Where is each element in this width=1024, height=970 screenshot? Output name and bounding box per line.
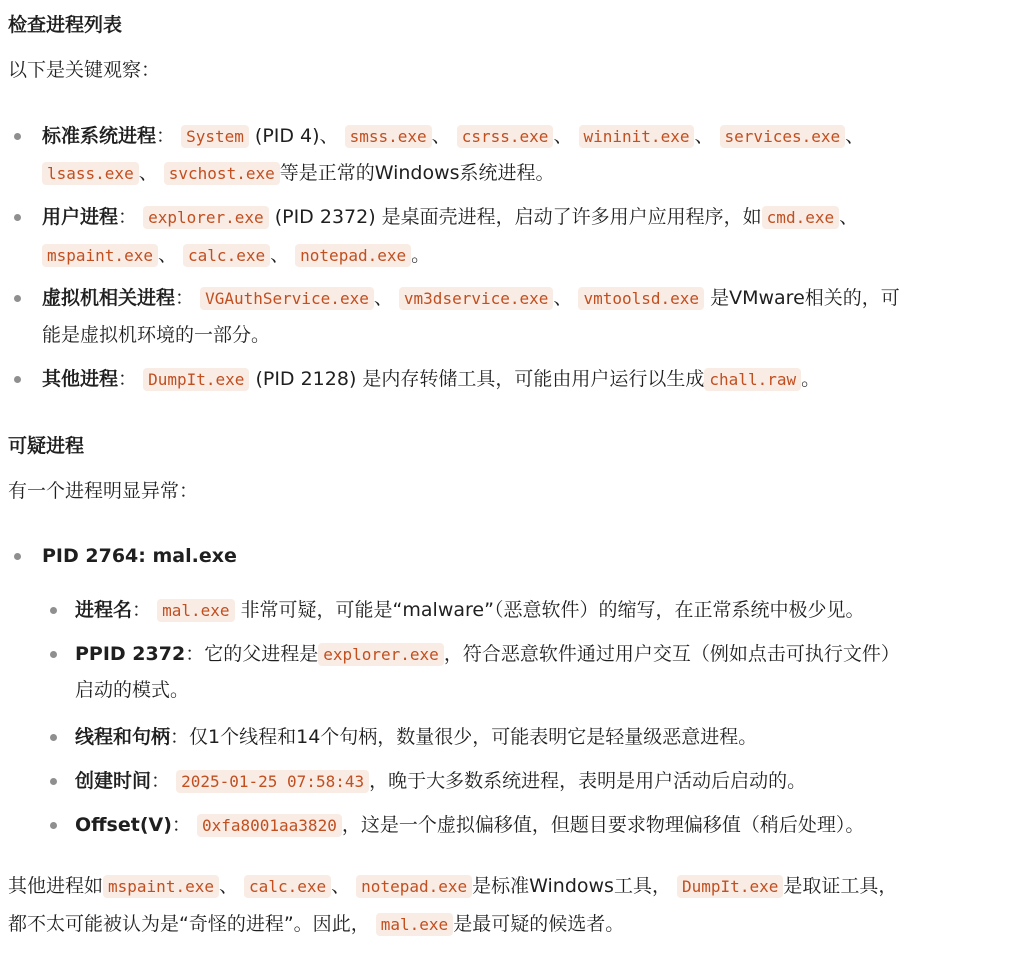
bullet-icon (14, 553, 21, 560)
text: 、 (157, 244, 177, 266)
code-explorer: explorer.exe (318, 643, 444, 666)
item-label: 创建时间 (75, 770, 152, 792)
colon: ： (151, 770, 171, 792)
colon: ： (118, 206, 138, 228)
item-label: 其他进程 (42, 368, 119, 390)
text: ，符合恶意软件通过用户交互（例如点击可执行文件） (443, 643, 900, 665)
conclusion-line-2 (8, 906, 624, 943)
code-notepad: notepad.exe (356, 875, 472, 898)
colon: ： (175, 287, 195, 309)
text: 、 (331, 875, 351, 897)
bullet-icon (50, 778, 57, 785)
conclusion-line-1 (8, 868, 897, 905)
code-mal-exe: mal.exe (157, 599, 234, 622)
code-mspaint: mspaint.exe (42, 244, 158, 267)
code-csrss: csrss.exe (457, 125, 554, 148)
text: 、 (373, 287, 393, 309)
text: 是标准Windows工具， (472, 875, 671, 897)
colon: ： (170, 726, 190, 748)
list-item-mal-exe: PID 2764: mal.exe (42, 545, 237, 567)
text: 、 (138, 162, 158, 184)
list-item-vm-processes (42, 280, 900, 317)
bullet-icon (14, 214, 21, 221)
list-item-other-processes (42, 361, 820, 398)
text: 。 (801, 368, 821, 390)
colon: ： (171, 814, 191, 836)
text: 、 (694, 125, 714, 147)
list-item-continuation (42, 317, 270, 354)
section-title-suspicious: 可疑进程 (8, 435, 85, 457)
list-item-user-processes (42, 199, 858, 236)
code-services: services.exe (720, 125, 846, 148)
bullet-icon (50, 607, 57, 614)
text: 、 (431, 125, 451, 147)
sub-item-ppid (75, 636, 900, 673)
code-timestamp: 2025-01-25 07:58:43 (176, 770, 369, 793)
code-notepad: notepad.exe (295, 244, 411, 267)
code-wininit: wininit.exe (579, 125, 695, 148)
code-explorer: explorer.exe (143, 206, 269, 229)
text: 、 (553, 125, 573, 147)
colon: ： (118, 368, 138, 390)
sub-item-process-name (75, 592, 864, 629)
colon: ： (132, 599, 152, 621)
item-label: 用户进程 (42, 206, 119, 228)
text: (PID 2128) 是内存转储工具，可能由用户运行以生成 (249, 368, 705, 390)
code-svchost: svchost.exe (164, 162, 280, 185)
code-mspaint: mspaint.exe (103, 875, 219, 898)
bullet-icon (14, 133, 21, 140)
code-vm3dservice: vm3dservice.exe (399, 287, 554, 310)
sub-item-threads-handles (75, 719, 757, 756)
code-mal-exe: mal.exe (376, 913, 453, 936)
text: 都不太可能被认为是“奇怪的进程”。因此， (8, 913, 370, 935)
text: 是VMware相关的，可 (704, 287, 900, 309)
section-intro: 有一个进程明显异常： (8, 480, 199, 502)
text: 等是正常的Windows系统进程。 (279, 162, 555, 184)
text: 、 (553, 287, 573, 309)
code-dumpit: DumpIt.exe (143, 368, 249, 391)
text: 、 (845, 125, 865, 147)
text: 其他进程如 (8, 875, 104, 897)
text: 启动的模式。 (75, 679, 190, 701)
text: 它的父进程是 (204, 643, 319, 665)
text: (PID 2372) 是桌面壳进程，启动了许多用户应用程序，如 (268, 206, 762, 228)
code-calc: calc.exe (244, 875, 331, 898)
item-label: PPID 2372 (75, 643, 186, 665)
text: 是最可疑的候选者。 (453, 913, 625, 935)
text: 、 (270, 244, 290, 266)
text: 是取证工具， (783, 875, 898, 897)
text: 、 (839, 206, 859, 228)
code-calc: calc.exe (183, 244, 270, 267)
text: 非常可疑，可能是“malware”（恶意软件）的缩写，在正常系统中极少见。 (234, 599, 865, 621)
code-lsass: lsass.exe (42, 162, 139, 185)
list-item-system-processes (42, 118, 864, 155)
code-system: System (181, 125, 249, 148)
sub-item-continuation (75, 672, 189, 709)
bullet-icon (50, 734, 57, 741)
item-label: 线程和句柄 (75, 726, 171, 748)
code-offset: 0xfa8001aa3820 (197, 814, 342, 837)
code-vgauthservice: VGAuthService.exe (200, 287, 374, 310)
text: 、 (218, 875, 238, 897)
code-vmtoolsd: vmtoolsd.exe (578, 287, 704, 310)
bullet-icon (50, 822, 57, 829)
list-item-continuation (42, 155, 555, 192)
colon: ： (185, 643, 205, 665)
list-item-continuation (42, 237, 430, 274)
item-label: 进程名 (75, 599, 133, 621)
text: 能是虚拟机环境的一部分。 (42, 324, 271, 346)
colon: ： (156, 125, 176, 147)
item-label: 虚拟机相关进程 (42, 287, 176, 309)
bullet-icon (50, 651, 57, 658)
item-label: Offset(V) (75, 814, 172, 836)
code-chall-raw: chall.raw (704, 368, 801, 391)
section-intro: 以下是关键观察： (8, 59, 161, 81)
text: (PID 4)、 (248, 125, 339, 147)
text: ，晚于大多数系统进程，表明是用户活动后启动的。 (369, 770, 807, 792)
code-cmd: cmd.exe (762, 206, 839, 229)
bullet-icon (14, 376, 21, 383)
sub-item-create-time (75, 763, 806, 800)
sub-item-offset (75, 807, 864, 844)
text: 。 (411, 244, 431, 266)
item-label: 标准系统进程 (42, 125, 157, 147)
section-title-process-list: 检查进程列表 (8, 14, 123, 36)
code-smss: smss.exe (345, 125, 432, 148)
text: 仅1个线程和14个句柄，数量很少，可能表明它是轻量级恶意进程。 (189, 726, 758, 748)
bullet-icon (14, 295, 21, 302)
code-dumpit: DumpIt.exe (677, 875, 783, 898)
text: ，这是一个虚拟偏移值，但题目要求物理偏移值（稍后处理）。 (341, 814, 865, 836)
